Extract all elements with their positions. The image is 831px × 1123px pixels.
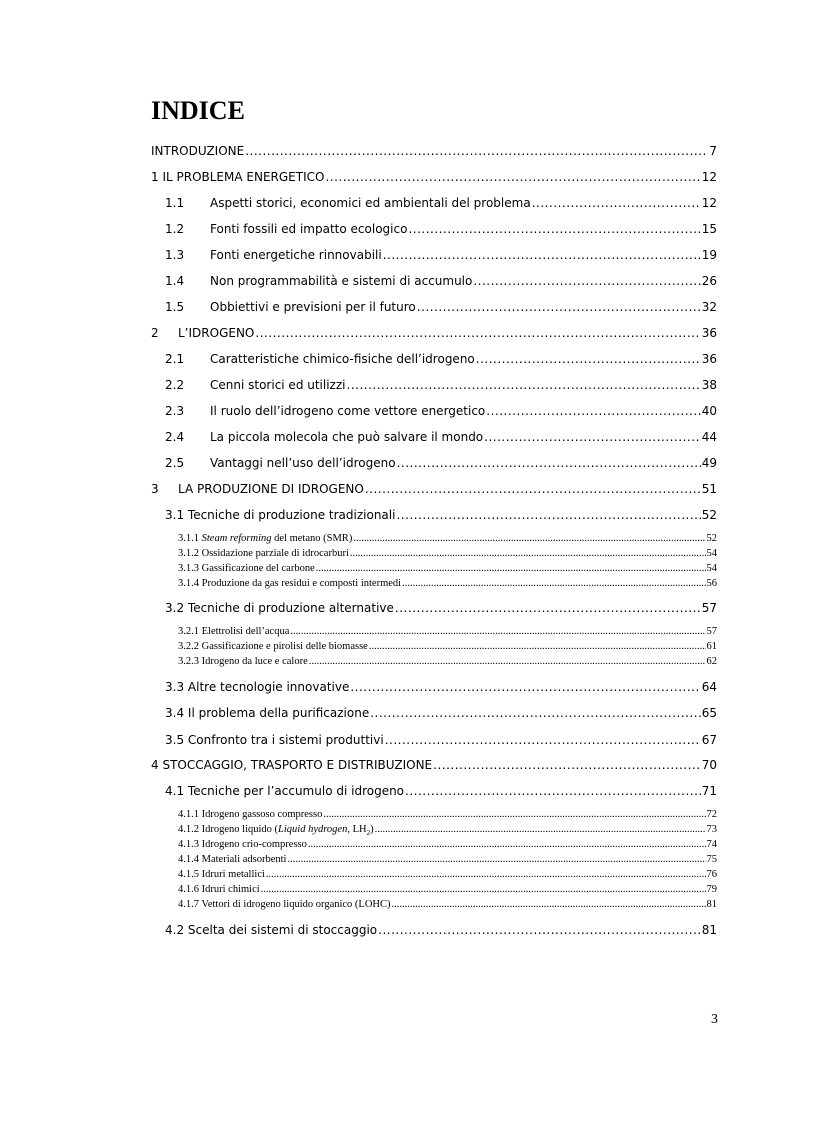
toc-entry-2-4[interactable] bbox=[165, 430, 717, 444]
toc-leader-dots bbox=[370, 706, 701, 720]
toc-entry-label: 3.3 Altre tecnologie innovative bbox=[165, 680, 350, 694]
toc-entry-1-1[interactable] bbox=[165, 196, 717, 210]
toc-entry-number: 1.2 bbox=[165, 222, 185, 236]
toc-entry-label: Il ruolo dell’idrogeno come vettore energetico bbox=[210, 404, 486, 418]
toc-entry-label: Fonti energetiche rinnovabili bbox=[210, 248, 382, 262]
toc-leader-dots bbox=[245, 144, 708, 158]
toc-leader-dots bbox=[309, 656, 706, 667]
toc-leader-dots bbox=[325, 170, 700, 184]
toc-entry-page: 52 bbox=[701, 508, 717, 522]
toc-entry-page: 15 bbox=[701, 222, 717, 236]
toc-leader-dots bbox=[365, 482, 701, 496]
toc-entry-3-1[interactable] bbox=[165, 508, 717, 522]
toc-leader-dots bbox=[385, 733, 701, 747]
toc-entry-2-5[interactable] bbox=[165, 456, 717, 470]
toc-entry-label: L’IDROGENO bbox=[178, 326, 255, 340]
toc-leader-dots bbox=[532, 196, 701, 210]
toc-entry-page: 52 bbox=[706, 533, 717, 544]
toc-entry-page: 81 bbox=[706, 899, 717, 910]
toc-leader-dots bbox=[350, 548, 706, 559]
toc-leader-dots bbox=[323, 809, 705, 820]
toc-entry-label: 4.2 Scelta dei sistemi di stoccaggio bbox=[165, 923, 378, 937]
toc-leader-dots bbox=[353, 533, 705, 544]
toc-entry-page: 49 bbox=[701, 456, 717, 470]
toc-entry-label: La piccola molecola che può salvare il mondo bbox=[210, 430, 484, 444]
toc-entry-label: Vantaggi nell’uso dell’idrogeno bbox=[210, 456, 396, 470]
toc-entry-page: 32 bbox=[701, 300, 717, 314]
toc-entry-number: 1.1 bbox=[165, 196, 185, 210]
toc-entry-3-5[interactable] bbox=[165, 733, 717, 747]
toc-entry-label: 3.2.1 Elettrolisi dell’acqua bbox=[178, 626, 290, 637]
toc-leader-dots bbox=[350, 680, 700, 694]
toc-entry-number: 3 bbox=[151, 482, 159, 496]
toc-entry-page: 74 bbox=[706, 839, 717, 850]
toc-entry-3-1-4[interactable] bbox=[178, 578, 717, 589]
toc-entry-label: 4.1 Tecniche per l’accumulo di idrogeno bbox=[165, 784, 405, 798]
toc-entry-4-1-3[interactable] bbox=[178, 839, 717, 850]
toc-entry-4-1-5[interactable] bbox=[178, 869, 717, 880]
toc-entry-label: 4.1.4 Materiali adsorbenti bbox=[178, 854, 287, 865]
toc-entry-4-1-1[interactable] bbox=[178, 809, 717, 820]
toc-entry-label: 3.1.3 Gassificazione del carbone bbox=[178, 563, 315, 574]
toc-entry-page: 64 bbox=[701, 680, 717, 694]
toc-entry-3-1-3[interactable] bbox=[178, 563, 717, 574]
toc-entry-page: 72 bbox=[706, 809, 717, 820]
toc-entry-page: 71 bbox=[701, 784, 717, 798]
toc-entry-page: 19 bbox=[701, 248, 717, 262]
toc-entry-number: 2 bbox=[151, 326, 159, 340]
toc-entry-label: 3.5 Confronto tra i sistemi produttivi bbox=[165, 733, 384, 747]
toc-leader-dots bbox=[261, 884, 706, 895]
toc-entry-number: 1.5 bbox=[165, 300, 185, 314]
toc-entry-page: 76 bbox=[706, 869, 717, 880]
toc-leader-dots bbox=[316, 563, 706, 574]
toc-entry-page: 56 bbox=[706, 578, 717, 589]
toc-entry-label: Aspetti storici, economici ed ambientali del problema bbox=[210, 196, 531, 210]
toc-entry-3-2[interactable] bbox=[165, 601, 717, 615]
toc-leader-dots bbox=[375, 824, 706, 835]
toc-entry-page: 62 bbox=[706, 656, 717, 667]
toc-leader-dots bbox=[369, 641, 706, 652]
toc-entry-3-2-1[interactable] bbox=[178, 626, 717, 637]
toc-entry-3-1-2[interactable] bbox=[178, 548, 717, 559]
toc-entry-1-4[interactable] bbox=[165, 274, 717, 288]
toc-entry-page: 7 bbox=[709, 144, 717, 158]
toc-entry-chapter-4[interactable] bbox=[151, 758, 717, 772]
toc-entry-4-1-6[interactable] bbox=[178, 884, 717, 895]
toc-entry-page: 57 bbox=[701, 601, 717, 615]
toc-leader-dots bbox=[266, 869, 706, 880]
toc-leader-dots bbox=[486, 404, 700, 418]
toc-entry-label: Caratteristiche chimico-fisiche dell’idrogeno bbox=[210, 352, 475, 366]
toc-entry-number: 2.5 bbox=[165, 456, 185, 470]
toc-entry-label: 4.1.1 Idrogeno gassoso compresso bbox=[178, 809, 323, 820]
toc-entry-label: LA PRODUZIONE DI IDROGENO bbox=[178, 482, 364, 496]
toc-entry-3-2-2[interactable] bbox=[178, 641, 717, 652]
toc-entry-page: 79 bbox=[706, 884, 717, 895]
toc-entry-page: 65 bbox=[701, 706, 717, 720]
toc-entry-label: 4.1.2 Idrogeno liquido (Liquid hydrogen, $LH_2$) bbox=[178, 824, 374, 838]
toc-entry-number: 1.3 bbox=[165, 248, 185, 262]
toc-entry-page: 51 bbox=[701, 482, 717, 496]
toc-entry-page: 44 bbox=[701, 430, 717, 444]
toc-entry-label: 3.1 Tecniche di produzione tradizionali bbox=[165, 508, 396, 522]
toc-entry-label: 1 IL PROBLEMA ENERGETICO bbox=[151, 170, 325, 184]
toc-leader-dots bbox=[405, 784, 701, 798]
toc-entry-3-2-3[interactable] bbox=[178, 656, 717, 667]
toc-entry-page: 54 bbox=[706, 563, 717, 574]
toc-entry-page: 12 bbox=[701, 196, 717, 210]
toc-entry-page: 70 bbox=[701, 758, 717, 772]
toc-leader-dots bbox=[255, 326, 700, 340]
toc-leader-dots bbox=[476, 352, 701, 366]
toc-entry-page: 75 bbox=[706, 854, 717, 865]
toc-leader-dots bbox=[402, 578, 705, 589]
toc-leader-dots bbox=[395, 601, 701, 615]
toc-entry-4-2[interactable] bbox=[165, 923, 717, 937]
toc-leader-dots bbox=[433, 758, 701, 772]
toc-entry-page: 57 bbox=[706, 626, 717, 637]
toc-entry-page: 67 bbox=[701, 733, 717, 747]
toc-entry-label: 3.2 Tecniche di produzione alternative bbox=[165, 601, 394, 615]
toc-leader-dots bbox=[392, 899, 706, 910]
toc-entry-label: 3.1.1 Steam reforming del metano (SMR) bbox=[178, 533, 353, 544]
toc-entry-label: 3.2.2 Gassificazione e pirolisi delle biomasse bbox=[178, 641, 368, 652]
toc-entry-4-1-7[interactable] bbox=[178, 899, 717, 910]
toc-leader-dots bbox=[347, 378, 701, 392]
page-number: 3 bbox=[711, 1012, 718, 1027]
toc-entry-3-4[interactable] bbox=[165, 706, 717, 720]
toc-entry-page: 73 bbox=[706, 824, 717, 835]
toc-entry-3-3[interactable] bbox=[165, 680, 717, 694]
toc-leader-dots bbox=[396, 508, 700, 522]
toc-entry-2-2[interactable] bbox=[165, 378, 717, 392]
toc-entry-label: Non programmabilità e sistemi di accumulo bbox=[210, 274, 473, 288]
toc-entry-label: 4.1.7 Vettori di idrogeno liquido organico (LOHC) bbox=[178, 899, 391, 910]
toc-entry-label: INTRODUZIONE bbox=[151, 144, 245, 158]
toc-entry-label: 4.1.5 Idruri metallici bbox=[178, 869, 265, 880]
toc-entry-chapter-3[interactable] bbox=[151, 482, 717, 496]
toc-entry-page: 36 bbox=[701, 326, 717, 340]
toc-entry-4-1[interactable] bbox=[165, 784, 717, 798]
toc-entry-1-2[interactable] bbox=[165, 222, 717, 236]
toc-entry-page: 26 bbox=[701, 274, 717, 288]
toc-entry-page: 12 bbox=[701, 170, 717, 184]
toc-entry-page: 54 bbox=[706, 548, 717, 559]
toc-leader-dots bbox=[473, 274, 700, 288]
toc-entry-2-1[interactable] bbox=[165, 352, 717, 366]
toc-leader-dots bbox=[378, 923, 701, 937]
toc-entry-label: Fonti fossili ed impatto ecologico bbox=[210, 222, 408, 236]
toc-entry-number: 2.3 bbox=[165, 404, 185, 418]
page-title: INDICE bbox=[151, 96, 245, 125]
toc-entry-page: 36 bbox=[701, 352, 717, 366]
toc-entry-introduzione[interactable] bbox=[151, 144, 717, 158]
toc-entry-1-5[interactable] bbox=[165, 300, 717, 314]
toc-entry-chapter-1[interactable] bbox=[151, 170, 717, 184]
toc-entry-4-1-2[interactable] bbox=[178, 824, 717, 837]
toc-entry-label: 3.1.4 Produzione da gas residui e composti intermedi bbox=[178, 578, 402, 589]
toc-leader-dots bbox=[484, 430, 701, 444]
toc-leader-dots bbox=[290, 626, 705, 637]
toc-entry-page: 61 bbox=[706, 641, 717, 652]
toc-entry-number: 2.2 bbox=[165, 378, 185, 392]
toc-leader-dots bbox=[383, 248, 701, 262]
toc-entry-2-3[interactable] bbox=[165, 404, 717, 418]
toc-entry-label: 3.4 Il problema della purificazione bbox=[165, 706, 370, 720]
toc-entry-label: 4 STOCCAGGIO, TRASPORTO E DISTRIBUZIONE bbox=[151, 758, 433, 772]
toc-entry-label: 4.1.3 Idrogeno crio-compresso bbox=[178, 839, 307, 850]
toc-leader-dots bbox=[417, 300, 701, 314]
toc-leader-dots bbox=[287, 854, 705, 865]
toc-entry-chapter-2[interactable] bbox=[151, 326, 717, 340]
toc-leader-dots bbox=[308, 839, 706, 850]
toc-entry-3-1-1[interactable] bbox=[178, 533, 717, 544]
toc-entry-number: 2.4 bbox=[165, 430, 185, 444]
toc-entry-label: 3.2.3 Idrogeno da luce e calore bbox=[178, 656, 308, 667]
toc-leader-dots bbox=[408, 222, 700, 236]
toc-entry-label: 4.1.6 Idruri chimici bbox=[178, 884, 260, 895]
toc-leader-dots bbox=[397, 456, 701, 470]
toc-entry-page: 81 bbox=[701, 923, 717, 937]
toc-entry-label: Obbiettivi e previsioni per il futuro bbox=[210, 300, 416, 314]
toc-entry-label: 3.1.2 Ossidazione parziale di idrocarburi bbox=[178, 548, 349, 559]
toc-entry-4-1-4[interactable] bbox=[178, 854, 717, 865]
toc-entry-page: 40 bbox=[701, 404, 717, 418]
toc-entry-number: 1.4 bbox=[165, 274, 185, 288]
toc-entry-1-3[interactable] bbox=[165, 248, 717, 262]
toc-entry-number: 2.1 bbox=[165, 352, 185, 366]
toc-entry-page: 38 bbox=[701, 378, 717, 392]
toc-entry-label: Cenni storici ed utilizzi bbox=[210, 378, 346, 392]
